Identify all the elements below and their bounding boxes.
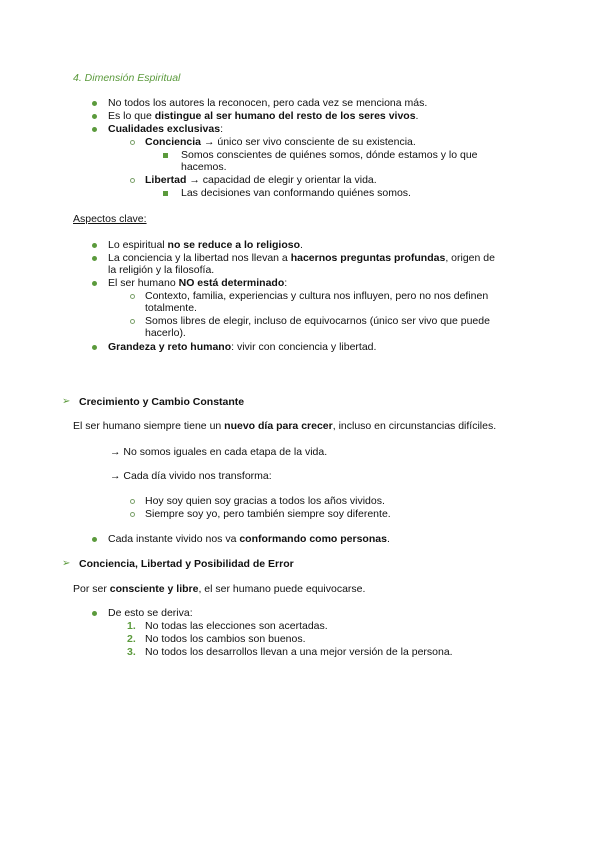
section-title-dimension-espiritual: 4. Dimensión Espiritual [73, 72, 181, 84]
circle-bullet-icon [130, 319, 135, 324]
list-item: Es lo que distingue al ser humano del resto de los seres vivos. [108, 110, 419, 122]
list-item: Lo espiritual no se reduce a lo religioso. [108, 239, 303, 251]
list-item: Somos conscientes de quiénes somos, dónde estamos y lo que [181, 149, 478, 161]
circle-bullet-icon [130, 512, 135, 517]
list-item-continuation: la religión y la filosofía. [108, 264, 215, 276]
list-item-conciencia: Conciencia → único ser vivo consciente de su existencia. [145, 136, 416, 148]
list-item: Grandeza y reto humano: vivir con conciencia y libertad. [108, 341, 377, 353]
list-item: Las decisiones van conformando quiénes somos. [181, 187, 411, 199]
square-bullet-icon [163, 191, 168, 196]
list-item: La conciencia y la libertad nos llevan a hacernos preguntas profundas, origen de [108, 252, 495, 264]
section-title-crecimiento: Crecimiento y Cambio Constante [79, 396, 245, 408]
section-title-conciencia-libertad: Conciencia, Libertad y Posibilidad de Error [79, 558, 294, 570]
list-item: Hoy soy quien soy gracias a todos los años vividos. [145, 495, 385, 507]
bullet-icon [92, 345, 97, 350]
list-item-continuation: totalmente. [145, 302, 197, 314]
circle-bullet-icon [130, 294, 135, 299]
bullet-icon [92, 127, 97, 132]
list-item: No todos los autores la reconocen, pero cada vez se menciona más. [108, 97, 428, 109]
bullet-icon [92, 281, 97, 286]
bullet-icon [92, 114, 97, 119]
list-item: Siempre soy yo, pero también siempre soy diferente. [145, 508, 391, 520]
circle-bullet-icon [130, 499, 135, 504]
circle-bullet-icon [130, 178, 135, 183]
bullet-icon [92, 101, 97, 106]
arrow-line: → Cada día vivido nos transforma: [110, 470, 272, 482]
bullet-icon [92, 256, 97, 261]
list-item: Cualidades exclusivas: [108, 123, 223, 135]
list-item-continuation: hacerlo). [145, 327, 186, 339]
list-number: 2. [127, 633, 136, 645]
numbered-item: No todos los desarrollos llevan a una mejor versión de la persona. [145, 646, 453, 658]
circle-bullet-icon [130, 140, 135, 145]
bullet-icon [92, 243, 97, 248]
paragraph: Por ser consciente y libre, el ser humano puede equivocarse. [73, 583, 366, 595]
arrowhead-bullet-icon: ➢ [62, 396, 71, 407]
numbered-item: No todas las elecciones son acertadas. [145, 620, 328, 632]
list-number: 1. [127, 620, 136, 632]
bullet-icon [92, 537, 97, 542]
list-item: Somos libres de elegir, incluso de equivocarnos (único ser vivo que puede [145, 315, 490, 327]
square-bullet-icon [163, 153, 168, 158]
list-item-continuation: hacemos. [181, 161, 227, 173]
numbered-item: No todos los cambios son buenos. [145, 633, 306, 645]
paragraph: El ser humano siempre tiene un nuevo día para crecer, incluso en circunstancias difíciles. [73, 420, 497, 432]
list-item: De esto se deriva: [108, 607, 193, 619]
arrow-line: → No somos iguales en cada etapa de la vida. [110, 446, 328, 458]
subheading-aspectos-clave: Aspectos clave: [73, 213, 147, 225]
arrowhead-bullet-icon: ➢ [62, 558, 71, 569]
list-number: 3. [127, 646, 136, 658]
list-item-libertad: Libertad → capacidad de elegir y orientar la vida. [145, 174, 377, 186]
list-item: El ser humano NO está determinado: [108, 277, 288, 289]
list-item: Contexto, familia, experiencias y cultura nos influyen, pero no nos definen [145, 290, 489, 302]
bullet-icon [92, 611, 97, 616]
list-item: Cada instante vivido nos va conformando como personas. [108, 533, 390, 545]
